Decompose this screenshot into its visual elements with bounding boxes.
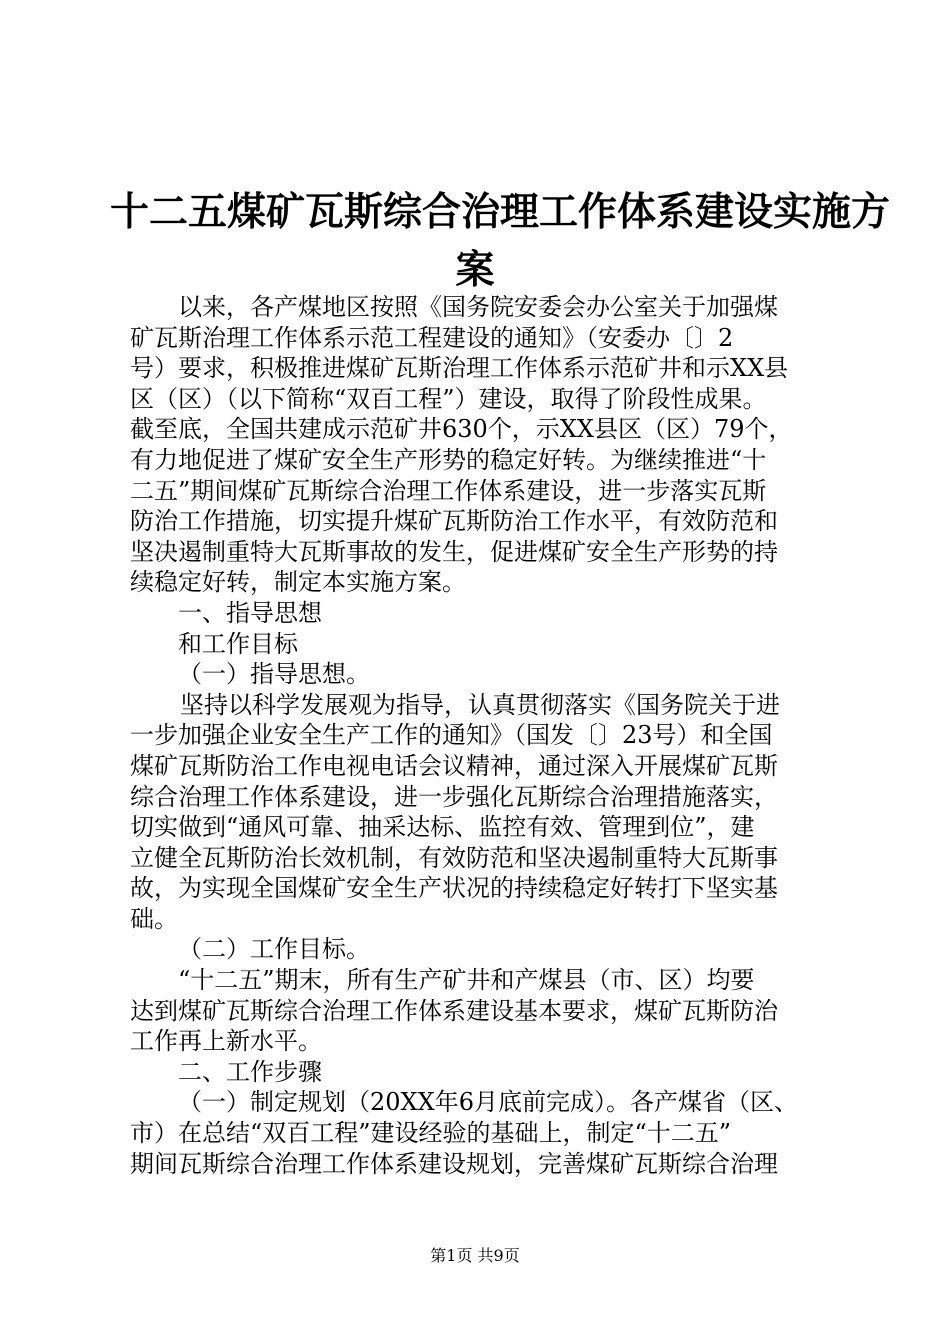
paragraph-line: 以来，各产煤地区按照《国务院安委会办公室关于加强煤	[178, 293, 778, 321]
document-body	[130, 292, 830, 1179]
paragraph-line: 区（区）（以下简称“双百工程”）建设，取得了阶段性成果。	[130, 384, 767, 413]
subsection-heading: （二）工作目标。	[178, 935, 370, 964]
section-heading: 二、工作步骤	[178, 1057, 322, 1086]
subsection-heading: （一）指导思想。	[178, 660, 370, 689]
paragraph-line: 有力地促进了煤矿安全生产形势的稳定好转。为继续推进“十	[130, 445, 767, 474]
section-heading-continued: 和工作目标	[178, 629, 298, 658]
document-title-line-1: 十二五煤矿瓦斯综合治理工作体系建设实施方	[110, 189, 891, 235]
paragraph-line: 期间瓦斯综合治理工作体系建设规划，完善煤矿瓦斯综合治理	[130, 1149, 778, 1178]
paragraph-line: 续稳定好转，制定本实施方案。	[130, 568, 466, 597]
paragraph-line: 截至底，全国共建成示范矿井630个，示XX县区（区）79个，	[130, 415, 793, 444]
paragraph-line: 号）要求，积极推进煤矿瓦斯治理工作体系示范矿井和示XX县	[130, 354, 789, 383]
paragraph-line: 达到煤矿瓦斯综合治理工作体系建设基本要求，煤矿瓦斯防治	[130, 996, 778, 1025]
document-title-line-2: 案	[455, 247, 495, 293]
paragraph-line: 坚持以科学发展观为指导，认真贯彻落实《国务院关于进	[180, 690, 780, 719]
paragraph-line: 综合治理工作体系建设，进一步强化瓦斯综合治理措施落实，	[130, 782, 778, 811]
paragraph-line: 立健全瓦斯防治长效机制，有效防范和坚决遏制重特大瓦斯事	[130, 843, 778, 872]
paragraph-line: 础。	[130, 904, 178, 933]
paragraph-line: “十二五”期末，所有生产矿井和产煤县（市、区）均要	[178, 966, 755, 995]
paragraph-line: 切实做到“通风可靠、抽采达标、监控有效、管理到位”，建	[130, 813, 755, 842]
paragraph-line: 市）在总结“双百工程”建设经验的基础上，制定“十二五”	[130, 1119, 732, 1148]
page-footer: 第1页 共9页	[430, 1246, 520, 1265]
section-heading: 一、指导思想	[178, 598, 322, 627]
paragraph-line: 煤矿瓦斯防治工作电视电话会议精神，通过深入开展煤矿瓦斯	[130, 751, 778, 780]
paragraph-line: 矿瓦斯治理工作体系示范工程建设的通知》（安委办〔〕2	[130, 323, 734, 352]
paragraph-line: 一步加强企业安全生产工作的通知》（国发〔〕23号）和全国	[130, 721, 773, 750]
paragraph-line: 工作再上新水平。	[130, 1027, 322, 1056]
paragraph-line: 故，为实现全国煤矿安全生产状况的持续稳定好转打下坚实基	[130, 874, 778, 903]
paragraph-line: 二五”期间煤矿瓦斯综合治理工作体系建设，进一步落实瓦斯	[130, 476, 767, 505]
paragraph-line: （一）制定规划（20XX年6月底前完成）。各产煤省（区、	[178, 1088, 798, 1117]
paragraph-line: 防治工作措施，切实提升煤矿瓦斯防治工作水平，有效防范和	[130, 507, 778, 536]
paragraph-line: 坚决遏制重特大瓦斯事故的发生，促进煤矿安全生产形势的持	[130, 537, 778, 566]
